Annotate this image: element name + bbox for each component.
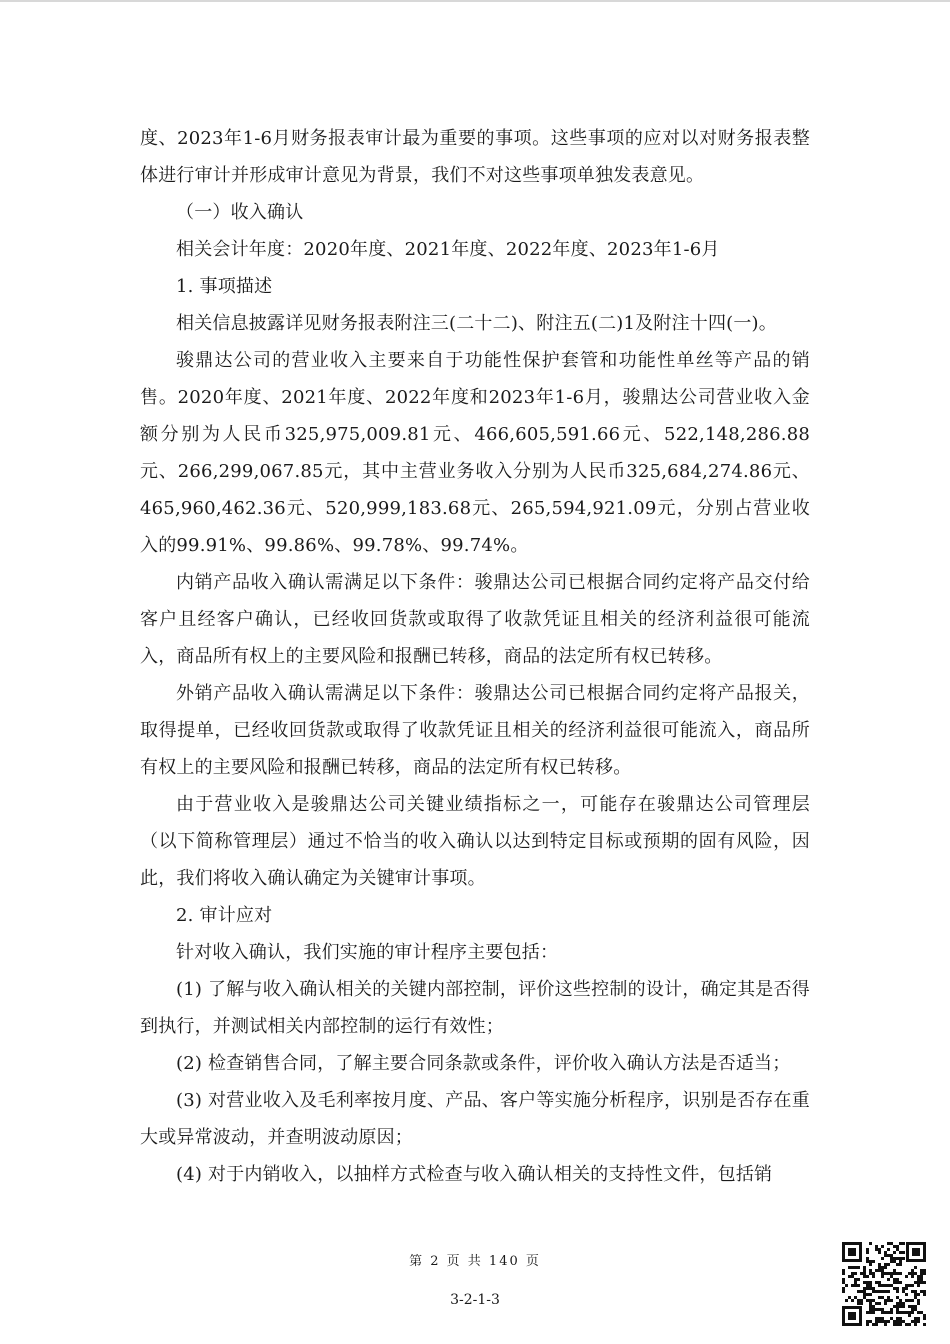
paragraph-revenue-amounts: 骏鼎达公司的营业收入主要来自于功能性保护套管和功能性单丝等产品的销售。2020年度、2021年度、2022年度和2023年1-6月，骏鼎达公司营业收入金额分别为人民币325,975,009.81元、466,605,591.66元、522,148,286.88元、266,299,067.85元，其中主营业务收入分别为人民币325,684,274.86元、465,960,462.36元、520,999,183.68元、265,594,921.09元，分别占营业收入的99.91%、99.86%、99.78%、99.74%。 (140, 350, 810, 556)
qr-module (878, 1263, 881, 1266)
qr-module (917, 1302, 920, 1305)
qr-module (896, 1245, 899, 1248)
qr-module (878, 1281, 881, 1284)
qr-module (911, 1311, 914, 1314)
qr-module (866, 1248, 869, 1251)
qr-module (893, 1287, 896, 1290)
qr-module (902, 1320, 905, 1323)
qr-module (911, 1275, 914, 1278)
qr-module (899, 1302, 902, 1305)
qr-module (860, 1290, 863, 1293)
qr-module (890, 1317, 893, 1320)
qr-module (872, 1290, 875, 1293)
qr-module (920, 1311, 923, 1314)
qr-module (875, 1290, 878, 1293)
qr-module (887, 1242, 890, 1245)
qr-module (866, 1257, 869, 1260)
qr-module (902, 1290, 905, 1293)
qr-module (878, 1290, 881, 1293)
qr-module (866, 1260, 869, 1263)
qr-module (866, 1323, 869, 1326)
qr-module (878, 1251, 881, 1254)
qr-module (869, 1308, 872, 1311)
qr-module (902, 1251, 905, 1254)
qr-module (872, 1311, 875, 1314)
qr-module (887, 1296, 890, 1299)
qr-module (914, 1293, 917, 1296)
qr-module (914, 1305, 917, 1308)
qr-module (893, 1272, 896, 1275)
qr-module (842, 1278, 845, 1281)
qr-module (893, 1260, 896, 1263)
qr-module (872, 1260, 875, 1263)
qr-module (842, 1290, 845, 1293)
qr-module (917, 1293, 920, 1296)
qr-module (869, 1311, 872, 1314)
qr-module (872, 1323, 875, 1326)
qr-module (923, 1272, 926, 1275)
qr-module (857, 1278, 860, 1281)
qr-module (872, 1272, 875, 1275)
qr-module (896, 1281, 899, 1284)
qr-module (866, 1299, 869, 1302)
qr-module (857, 1290, 860, 1293)
qr-module (890, 1242, 893, 1245)
qr-module (866, 1281, 869, 1284)
qr-module (875, 1302, 878, 1305)
qr-module (917, 1299, 920, 1302)
qr-module (848, 1296, 851, 1299)
qr-module (884, 1272, 887, 1275)
qr-module (917, 1284, 920, 1287)
qr-module (917, 1281, 920, 1284)
qr-module (911, 1320, 914, 1323)
qr-module (854, 1284, 857, 1287)
qr-module (842, 1281, 845, 1284)
qr-module (887, 1278, 890, 1281)
qr-module (866, 1293, 869, 1296)
qr-module (899, 1320, 902, 1323)
qr-module (911, 1308, 914, 1311)
qr-module (878, 1308, 881, 1311)
qr-module (875, 1320, 878, 1323)
qr-module (881, 1317, 884, 1320)
qr-module (884, 1254, 887, 1257)
qr-module (857, 1284, 860, 1287)
qr-module (878, 1284, 881, 1287)
qr-module (854, 1278, 857, 1281)
qr-module (863, 1272, 866, 1275)
qr-module (884, 1320, 887, 1323)
qr-module (851, 1266, 854, 1269)
qr-module (878, 1296, 881, 1299)
qr-module (869, 1299, 872, 1302)
qr-module (911, 1269, 914, 1272)
qr-module (896, 1278, 899, 1281)
qr-module (881, 1257, 884, 1260)
qr-module (863, 1293, 866, 1296)
qr-module (875, 1308, 878, 1311)
qr-module (923, 1281, 926, 1284)
qr-module (869, 1263, 872, 1266)
qr-module (917, 1275, 920, 1278)
qr-module (881, 1275, 884, 1278)
qr-module (875, 1248, 878, 1251)
qr-code-icon (840, 1240, 928, 1328)
qr-module (860, 1299, 863, 1302)
qr-module (878, 1317, 881, 1320)
qr-module (869, 1305, 872, 1308)
qr-module (881, 1320, 884, 1323)
qr-module (866, 1275, 869, 1278)
qr-module (860, 1272, 863, 1275)
procedure-item-4: (4) 对于内销收入，以抽样方式检查与收入确认相关的支持性文件，包括销 (176, 1164, 773, 1185)
qr-module (896, 1317, 899, 1320)
qr-module (893, 1245, 896, 1248)
qr-module (914, 1272, 917, 1275)
paragraph-procedures-intro: 针对收入确认，我们实施的审计程序主要包括： (176, 942, 559, 963)
qr-module (911, 1272, 914, 1275)
qr-module (881, 1245, 884, 1248)
qr-module (896, 1323, 899, 1326)
qr-module (878, 1302, 881, 1305)
qr-module (908, 1272, 911, 1275)
qr-module (887, 1248, 890, 1251)
qr-module (878, 1320, 881, 1323)
qr-module (890, 1299, 893, 1302)
qr-module (902, 1302, 905, 1305)
qr-module (899, 1323, 902, 1326)
qr-module (866, 1284, 869, 1287)
qr-module (884, 1323, 887, 1326)
qr-module (893, 1323, 896, 1326)
qr-module (863, 1266, 866, 1269)
qr-module (902, 1287, 905, 1290)
qr-module (863, 1275, 866, 1278)
qr-module (923, 1317, 926, 1320)
paragraph-key-matter-reason: 由于营业收入是骏鼎达公司关键业绩指标之一，可能存在骏鼎达公司管理层（以下简称管理层）通过不恰当的收入确认以达到特定目标或预期的固有风险，因此，我们将收入确认确定为关键审计事项。 (140, 794, 810, 889)
qr-module (902, 1305, 905, 1308)
qr-module (872, 1305, 875, 1308)
qr-module (914, 1290, 917, 1293)
qr-module (869, 1320, 872, 1323)
procedure-item-1: (1) 了解与收入确认相关的关键内部控制，评价这些控制的设计，确定其是否得到执行，并测试相关内部控制的运行有效性； (140, 979, 810, 1037)
qr-module (875, 1317, 878, 1320)
qr-module (872, 1308, 875, 1311)
qr-module (875, 1269, 878, 1272)
qr-module (869, 1260, 872, 1263)
qr-module (899, 1317, 902, 1320)
qr-module (911, 1299, 914, 1302)
qr-module (914, 1308, 917, 1311)
qr-module (914, 1281, 917, 1284)
qr-module (917, 1278, 920, 1281)
qr-module (899, 1305, 902, 1308)
qr-module (881, 1272, 884, 1275)
qr-module (884, 1311, 887, 1314)
qr-module (899, 1257, 902, 1260)
qr-module (887, 1311, 890, 1314)
qr-module (923, 1323, 926, 1326)
qr-module (869, 1293, 872, 1296)
qr-module (887, 1290, 890, 1293)
qr-module (902, 1242, 905, 1245)
qr-module (905, 1323, 908, 1326)
qr-module (914, 1317, 917, 1320)
qr-module (899, 1242, 902, 1245)
qr-module (890, 1254, 893, 1257)
qr-module (896, 1257, 899, 1260)
qr-module (866, 1311, 869, 1314)
qr-module (854, 1272, 857, 1275)
qr-module (893, 1251, 896, 1254)
qr-module (893, 1305, 896, 1308)
qr-module (920, 1281, 923, 1284)
qr-module (899, 1299, 902, 1302)
qr-module (851, 1284, 854, 1287)
qr-module (908, 1314, 911, 1317)
qr-module (890, 1257, 893, 1260)
qr-module (857, 1302, 860, 1305)
procedure-item-2: (2) 检查销售合同，了解主要合同条款或条件，评价收入确认方法是否适当； (176, 1053, 791, 1074)
qr-module (896, 1272, 899, 1275)
qr-module (866, 1320, 869, 1323)
qr-module (893, 1257, 896, 1260)
qr-module (905, 1284, 908, 1287)
qr-module (893, 1320, 896, 1323)
qr-module (851, 1299, 854, 1302)
qr-module (869, 1272, 872, 1275)
qr-module (854, 1296, 857, 1299)
qr-module (881, 1296, 884, 1299)
paragraph-fiscal-years: 相关会计年度：2020年度、2021年度、2022年度、2023年1-6月 (176, 239, 720, 260)
qr-module (884, 1290, 887, 1293)
qr-module (896, 1311, 899, 1314)
qr-module (899, 1272, 902, 1275)
qr-module (908, 1323, 911, 1326)
qr-module (887, 1263, 890, 1266)
qr-module (881, 1311, 884, 1314)
qr-module (917, 1320, 920, 1323)
qr-module (881, 1284, 884, 1287)
qr-module (911, 1284, 914, 1287)
qr-module (884, 1266, 887, 1269)
qr-module (887, 1284, 890, 1287)
qr-module (863, 1290, 866, 1293)
top-border-line (0, 0, 950, 2)
qr-module (845, 1284, 848, 1287)
qr-module (842, 1269, 845, 1272)
qr-module (851, 1272, 854, 1275)
paragraph-export-conditions: 外销产品收入确认需满足以下条件：骏鼎达公司已根据合同约定将产品报关，取得提单，已经收回货款或取得了收款凭证且相关的经济利益很可能流入，商品所有权上的主要风险和报酬已转移，商品的法定所有权已转移。 (140, 683, 810, 778)
procedure-item-3: (3) 对营业收入及毛利率按月度、产品、客户等实施分析程序，识别是否存在重大或异常波动，并查明波动原因； (140, 1090, 810, 1148)
qr-module (893, 1281, 896, 1284)
qr-module (881, 1308, 884, 1311)
qr-module (896, 1320, 899, 1323)
qr-module (869, 1287, 872, 1290)
qr-module (887, 1320, 890, 1323)
qr-module (890, 1284, 893, 1287)
qr-module (914, 1320, 917, 1323)
qr-module (869, 1269, 872, 1272)
qr-module (899, 1311, 902, 1314)
qr-module (905, 1293, 908, 1296)
qr-module (908, 1311, 911, 1314)
qr-module (902, 1257, 905, 1260)
qr-module (896, 1263, 899, 1266)
qr-module (920, 1290, 923, 1293)
qr-module (908, 1299, 911, 1302)
qr-module (887, 1254, 890, 1257)
qr-module (878, 1266, 881, 1269)
qr-module (887, 1299, 890, 1302)
qr-module (869, 1242, 872, 1245)
section-heading-revenue: （一）收入确认 (176, 202, 304, 223)
qr-module (890, 1308, 893, 1311)
page-number: 第 2 页 共 140 页 (409, 1254, 541, 1269)
qr-module (857, 1266, 860, 1269)
qr-module (863, 1296, 866, 1299)
qr-module (878, 1248, 881, 1251)
document-body (140, 120, 810, 1193)
qr-module (875, 1323, 878, 1326)
qr-module (848, 1275, 851, 1278)
qr-module (920, 1272, 923, 1275)
qr-module (908, 1284, 911, 1287)
qr-module (911, 1305, 914, 1308)
qr-module (899, 1260, 902, 1263)
qr-module (890, 1311, 893, 1314)
qr-module (851, 1275, 854, 1278)
qr-module (896, 1305, 899, 1308)
qr-module (842, 1272, 845, 1275)
qr-module (917, 1317, 920, 1320)
qr-module (896, 1308, 899, 1311)
qr-module (866, 1287, 869, 1290)
qr-module (884, 1263, 887, 1266)
qr-module (923, 1269, 926, 1272)
qr-module (923, 1293, 926, 1296)
qr-module (914, 1266, 917, 1269)
qr-module (869, 1302, 872, 1305)
qr-module (896, 1302, 899, 1305)
qr-module (884, 1284, 887, 1287)
qr-module (920, 1275, 923, 1278)
qr-module (866, 1251, 869, 1254)
qr-module (899, 1281, 902, 1284)
qr-module (884, 1251, 887, 1254)
qr-module (884, 1299, 887, 1302)
qr-module (887, 1272, 890, 1275)
qr-module (905, 1287, 908, 1290)
qr-module (890, 1275, 893, 1278)
document-code: 3-2-1-3 (450, 1292, 500, 1308)
qr-module (863, 1269, 866, 1272)
qr-module (857, 1299, 860, 1302)
qr-module (842, 1287, 845, 1290)
qr-module (884, 1302, 887, 1305)
qr-module (923, 1314, 926, 1317)
qr-module (899, 1251, 902, 1254)
qr-module (914, 1296, 917, 1299)
qr-module (896, 1248, 899, 1251)
qr-module (905, 1275, 908, 1278)
qr-module (863, 1287, 866, 1290)
subheading-description: 1. 事项描述 (176, 276, 273, 297)
qr-module (854, 1281, 857, 1284)
qr-module (893, 1269, 896, 1272)
qr-module (911, 1290, 914, 1293)
qr-module (905, 1311, 908, 1314)
qr-module (902, 1311, 905, 1314)
qr-module (860, 1302, 863, 1305)
qr-module (890, 1260, 893, 1263)
qr-module (875, 1245, 878, 1248)
qr-module (845, 1299, 848, 1302)
qr-module (896, 1296, 899, 1299)
qr-module (923, 1290, 926, 1293)
qr-module (890, 1272, 893, 1275)
qr-module (872, 1275, 875, 1278)
paragraph-continuation: 度、2023年1-6月财务报表审计最为重要的事项。这些事项的应对以对财务报表整体进行审计并形成审计意见为背景，我们不对这些事项单独发表意见。 (140, 128, 810, 186)
qr-module (914, 1323, 917, 1326)
qr-module (872, 1287, 875, 1290)
qr-module (881, 1266, 884, 1269)
qr-module (896, 1287, 899, 1290)
subheading-audit-response: 2. 审计应对 (176, 905, 273, 926)
qr-module (896, 1290, 899, 1293)
qr-module (881, 1290, 884, 1293)
qr-module (881, 1269, 884, 1272)
paragraph-disclosure-ref: 相关信息披露详见财务报表附注三(二十二)、附注五(二)1及附注十四(一)。 (176, 313, 777, 334)
qr-module (869, 1281, 872, 1284)
qr-module (872, 1299, 875, 1302)
qr-module (920, 1269, 923, 1272)
qr-module (893, 1278, 896, 1281)
qr-module (848, 1266, 851, 1269)
qr-module (863, 1281, 866, 1284)
qr-module (899, 1263, 902, 1266)
qr-module (875, 1281, 878, 1284)
qr-module (920, 1278, 923, 1281)
qr-module (854, 1266, 857, 1269)
qr-module (905, 1299, 908, 1302)
paragraph-domestic-conditions: 内销产品收入确认需满足以下条件：骏鼎达公司已根据合同约定将产品交付给客户且经客户确认，已经收回货款或取得了收款凭证且相关的经济利益很可能流入，商品所有权上的主要风险和报酬已转移，商品的法定所有权已转移。 (140, 572, 810, 667)
qr-module (878, 1269, 881, 1272)
qr-module (917, 1311, 920, 1314)
qr-module (869, 1284, 872, 1287)
qr-module (908, 1305, 911, 1308)
